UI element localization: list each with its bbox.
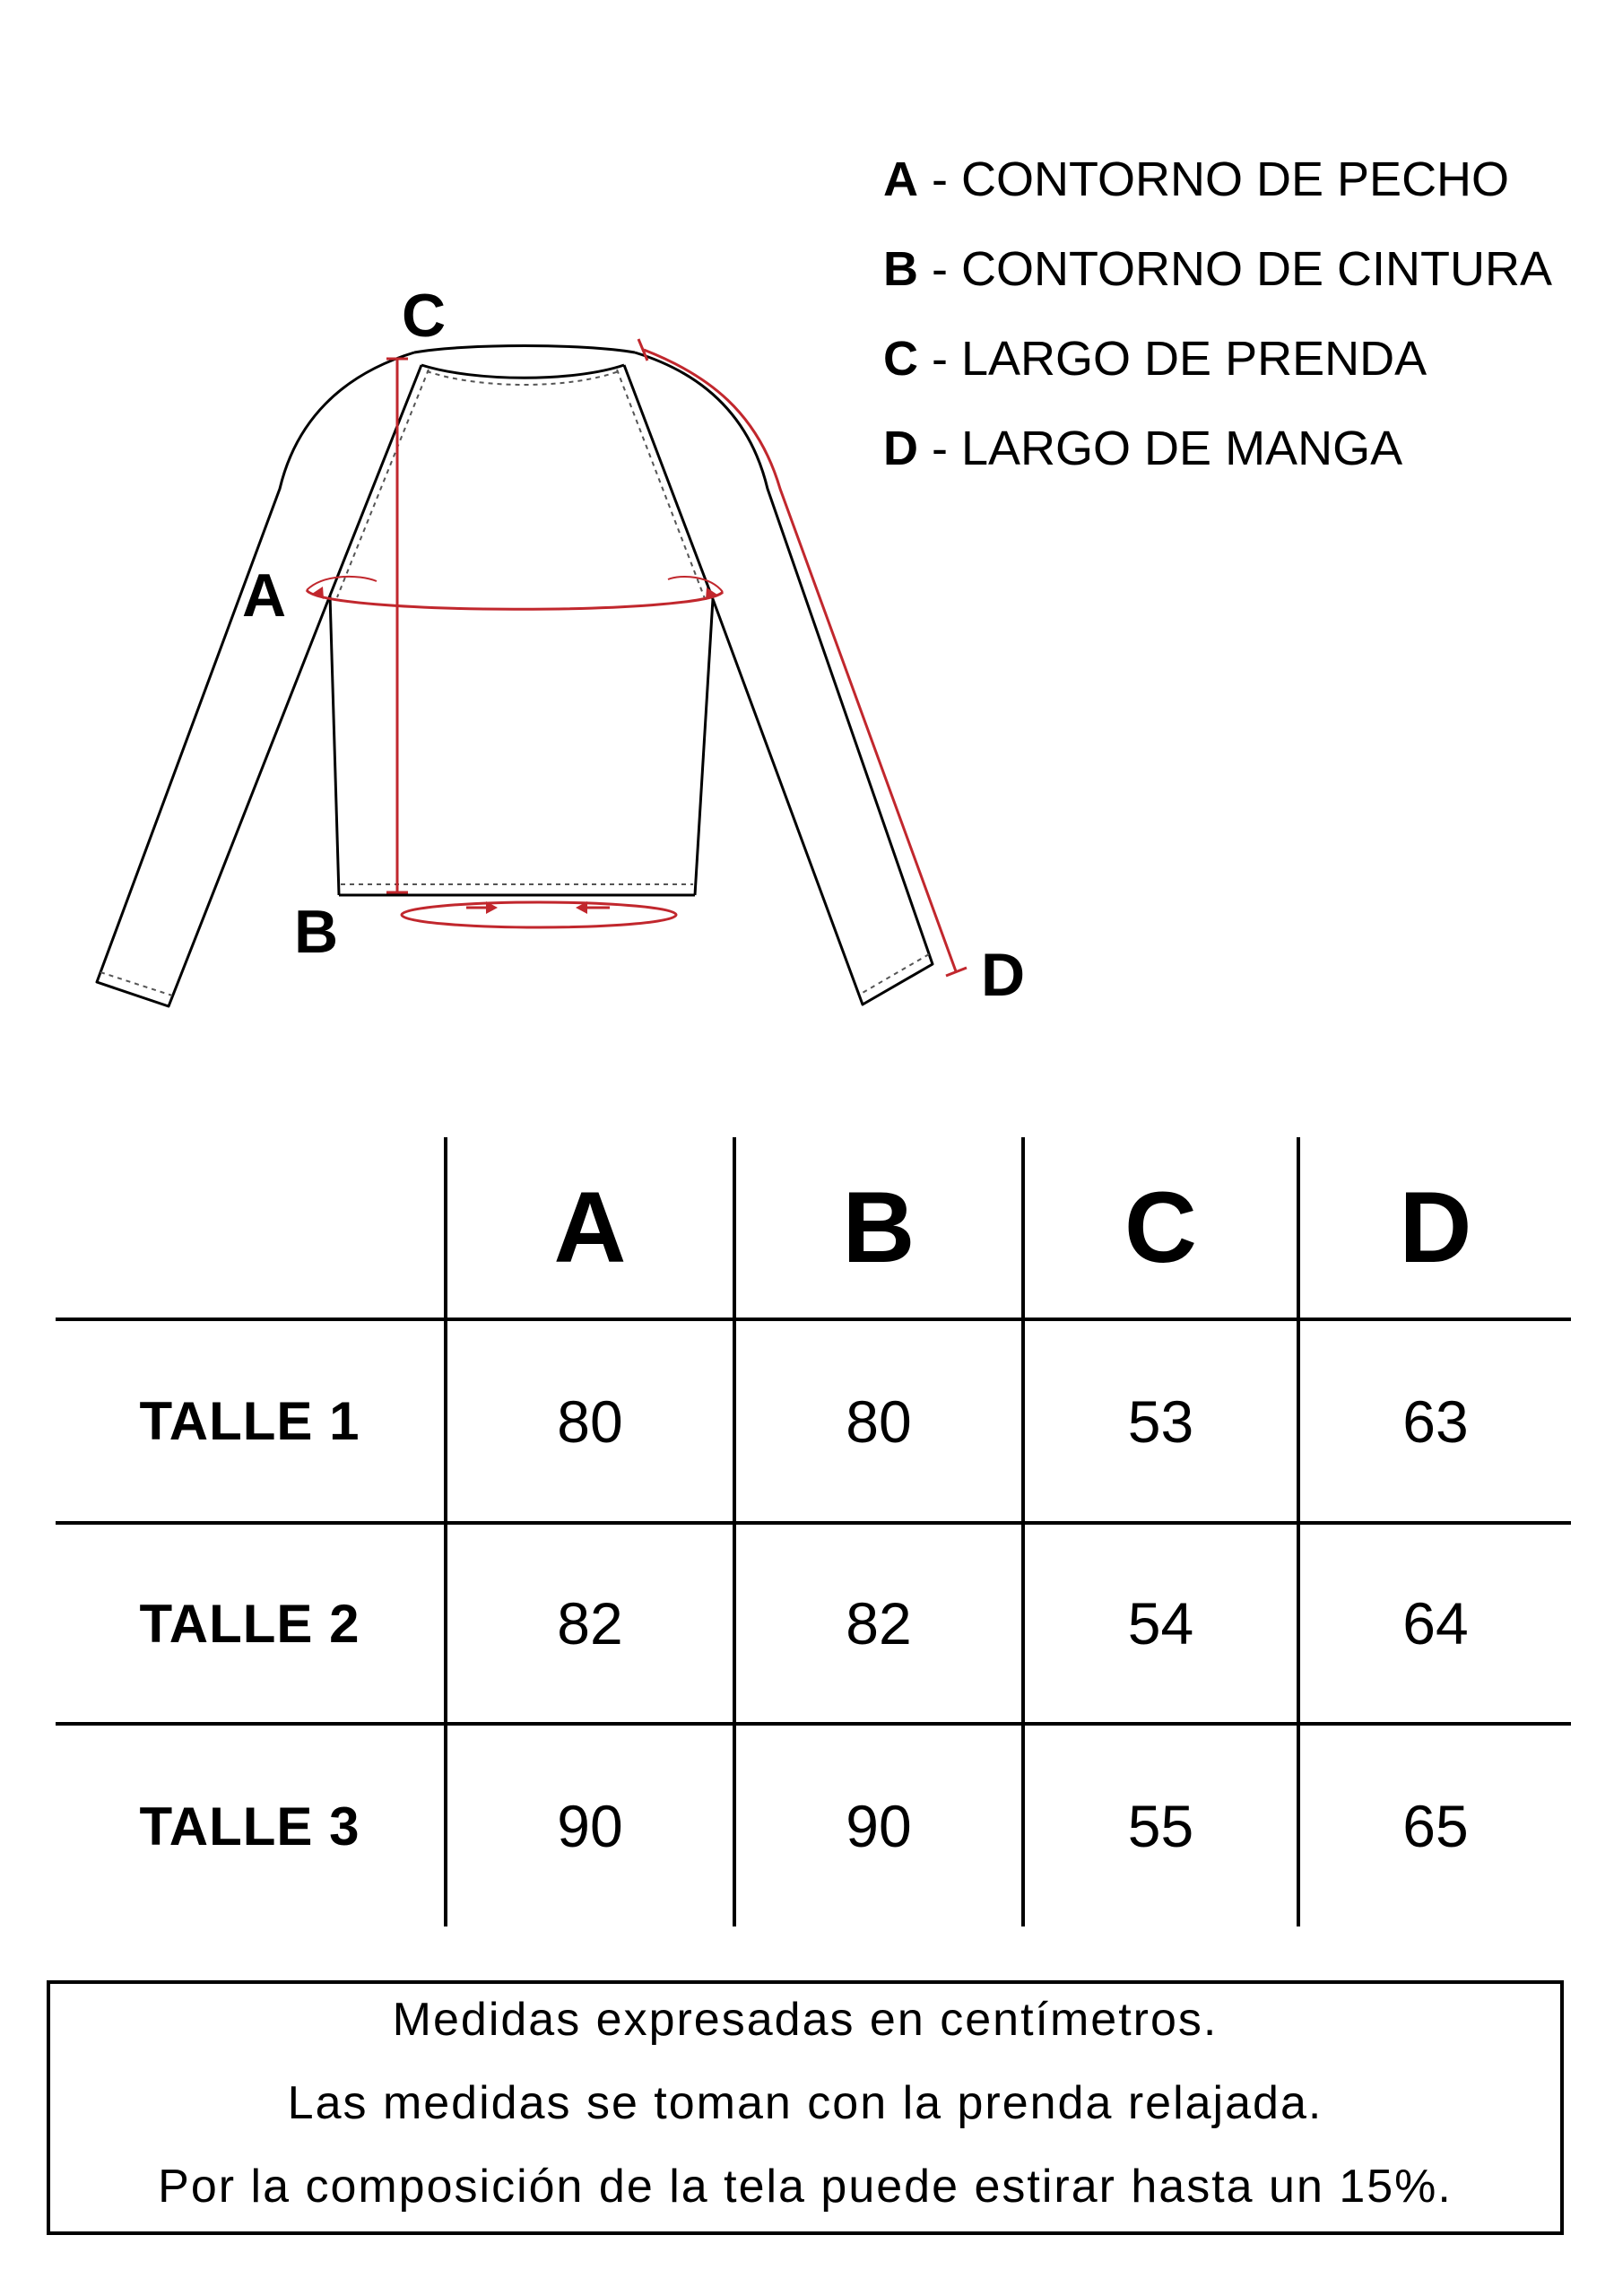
legend-letter: B [883, 242, 918, 296]
measurement-legend [883, 144, 1552, 502]
measure-a-ellipse-back-right [668, 577, 723, 592]
diagram-label-b: B [294, 898, 339, 966]
legend-item-c [883, 323, 1552, 413]
legend-letter: D [883, 422, 918, 475]
neckline-outer [414, 346, 635, 353]
left-cuff-stitch [100, 972, 172, 996]
note-units: Medidas expresadas en centímetros. [392, 1994, 1219, 2046]
table-header-b: B [842, 1171, 915, 1283]
table-cell: 90 [557, 1793, 623, 1859]
legend-text: - LARGO DE PRENDA [932, 332, 1427, 386]
legend-text: - CONTORNO DE CINTURA [932, 242, 1553, 296]
notes-box [47, 1980, 1564, 2235]
table-row-label: TALLE 2 [139, 1593, 360, 1654]
legend-letter: A [883, 152, 918, 206]
left-sleeve-outline [97, 352, 414, 1006]
table-cell: 80 [846, 1387, 912, 1455]
table-cell: 82 [557, 1590, 623, 1657]
left-raglan-seam [330, 365, 421, 596]
note-relaxed: Las medidas se toman con la prenda relajada. [287, 2077, 1323, 2129]
size-table [56, 1137, 1571, 1926]
legend-text: - CONTORNO DE PECHO [932, 152, 1510, 206]
diagram-label-c: C [402, 282, 447, 350]
table-header-a: A [553, 1171, 627, 1283]
legend-letter: C [883, 332, 918, 386]
body-right-side [695, 599, 713, 895]
table-cell: 54 [1127, 1590, 1194, 1657]
table-cell: 80 [557, 1387, 623, 1455]
note-stretch: Por la composición de la tela puede estirar hasta un 15%. [158, 2161, 1453, 2213]
table-header-d: D [1399, 1171, 1472, 1283]
measure-a-ellipse-front [307, 590, 723, 609]
table-cell: 53 [1127, 1387, 1194, 1455]
table-header-c: C [1124, 1171, 1197, 1283]
diagram-label-d: D [981, 941, 1026, 1009]
body-left-side [330, 596, 339, 895]
table-cell: 82 [846, 1590, 912, 1657]
legend-item-d [883, 413, 1552, 502]
table-row-label: TALLE 3 [139, 1796, 360, 1857]
table-cell: 90 [846, 1793, 912, 1859]
right-raglan-stitch [617, 370, 706, 601]
table-row-label: TALLE 1 [139, 1391, 360, 1451]
right-cuff-stitch [861, 954, 929, 994]
legend-item-a [883, 144, 1552, 233]
right-raglan-seam [624, 365, 713, 599]
table-cell: 65 [1402, 1793, 1469, 1859]
neckline-inner [421, 365, 624, 378]
diagram-label-a: A [242, 561, 287, 630]
left-raglan-stitch [337, 370, 429, 597]
table-cell: 55 [1127, 1793, 1194, 1859]
table-cell: 64 [1402, 1590, 1469, 1657]
legend-item-b [883, 233, 1552, 323]
legend-text: - LARGO DE MANGA [932, 422, 1403, 475]
table-cell: 63 [1402, 1387, 1469, 1455]
measure-b-ellipse [402, 902, 676, 927]
